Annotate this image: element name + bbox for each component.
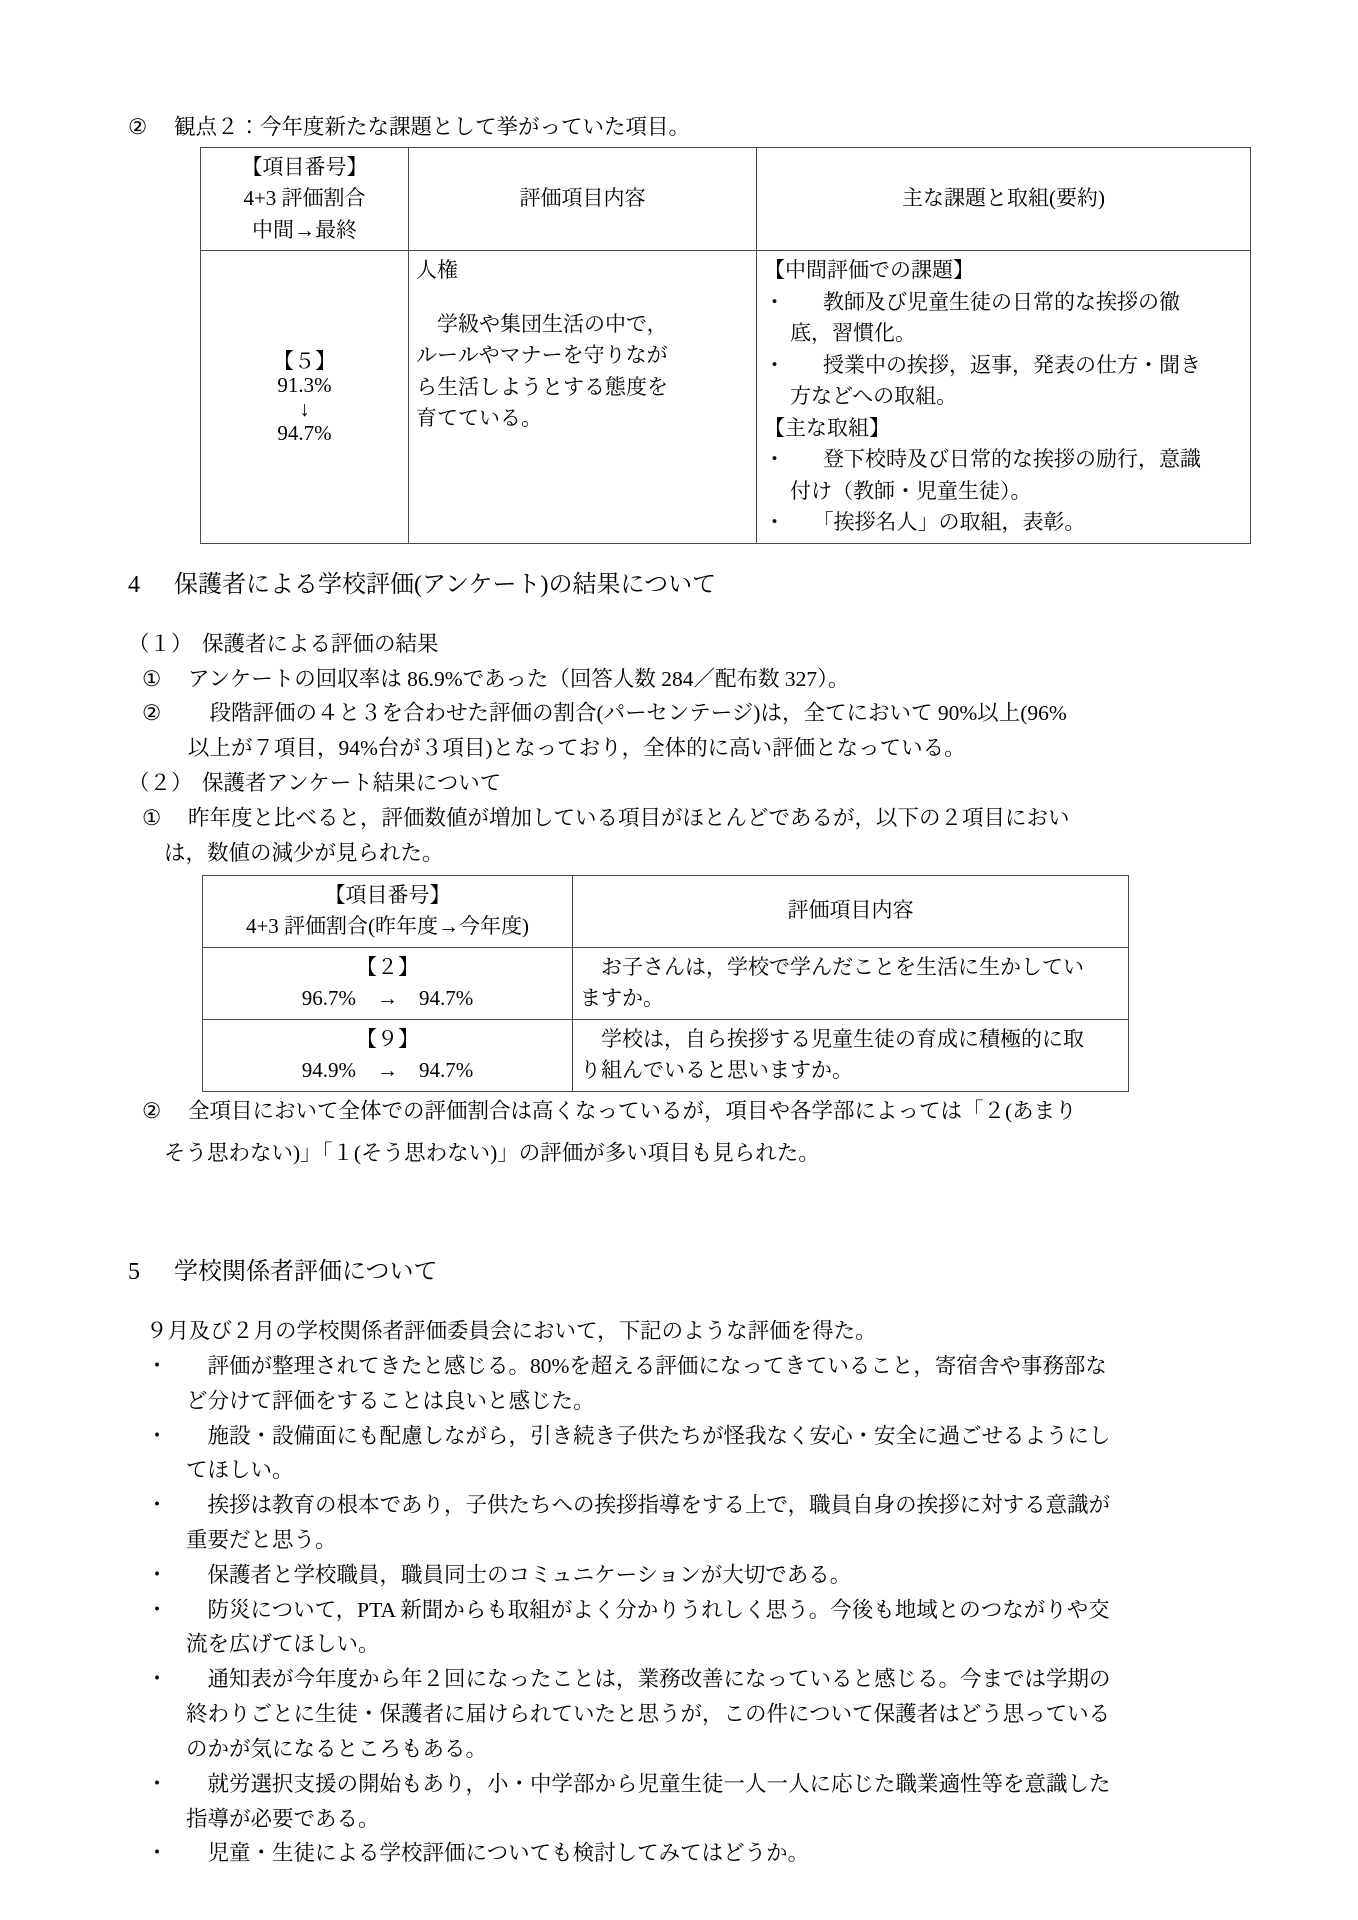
table1-header-col1-line1: 【項目番号】 xyxy=(241,154,368,179)
list-item xyxy=(128,1836,1230,1871)
table1-content-title: 人権 xyxy=(416,258,458,283)
spacer xyxy=(128,1292,1230,1314)
spacer xyxy=(128,605,1230,627)
table1-issues-heading: 【中間評価での課題】 xyxy=(764,258,974,283)
table2-content-line-0: 学校は，自ら挨拶する児童生徒の育成に積極的に取 xyxy=(580,1026,1084,1051)
table1-header-col2: 評価項目内容 xyxy=(409,147,757,251)
section-4-sub2-item-2-cont: そう思わない)」「１(そう思わない)」の評価が多い項目も見られた。 xyxy=(164,1141,820,1166)
table1-issue-0-line-1: 底，習慣化。 xyxy=(790,321,916,346)
bullet-dot-icon: ・ xyxy=(146,1562,168,1587)
table2-item-number: 【９】 xyxy=(356,1026,419,1051)
evaluation-table-1 xyxy=(200,147,1251,544)
section-4-sub1-title: 保護者による評価の結果 xyxy=(202,631,439,656)
table2-item-values: 94.9% → 94.7% xyxy=(301,1058,474,1082)
table1-item-number: 【５】 xyxy=(273,348,336,373)
list-item-cont: のかが気になるところもある。 xyxy=(186,1736,488,1761)
bullet-dot-icon: ・ xyxy=(764,447,785,472)
bullet-dot-icon: ・ xyxy=(146,1841,168,1866)
observation-marker: ② xyxy=(128,115,148,139)
table2-cell-number-1 xyxy=(203,1019,573,1091)
table1-content-line-0: 学級や集団生活の中で， xyxy=(416,311,668,336)
observation-heading xyxy=(128,110,1230,145)
table1-efforts-heading: 【主な取組】 xyxy=(764,415,890,440)
section-5-lead: ９月及び２月の学校関係者評価委員会において，下記のような評価を得た。 xyxy=(146,1319,877,1344)
item-text: 全項目において全体での評価割合は高くなっているが，項目や各学部によっては「２(あまり xyxy=(188,1098,1077,1123)
bullet-dot-icon: ・ xyxy=(146,1771,168,1796)
table-row xyxy=(201,251,1251,544)
list-item xyxy=(128,1488,1230,1523)
section-4-sub2-item-1-cont: は，数値の減少が見られた。 xyxy=(164,840,444,865)
table1-pct-before: 91.3% xyxy=(277,372,332,397)
list-item xyxy=(128,1593,1230,1628)
table1-effort-0-line-1: 付け（教師・児童生徒）。 xyxy=(790,478,1032,503)
list-item-line: 就労選択支援の開始もあり，小・中学部から児童生徒一人一人に応じた職業適性等を意識した xyxy=(186,1771,1111,1796)
table2-header-col1 xyxy=(203,875,573,947)
spacer xyxy=(128,1171,1230,1231)
table1-effort-item xyxy=(764,444,1243,476)
table-header-row xyxy=(203,875,1129,947)
table1-effort-1-line-0: 「挨拶名人」の取組，表彰。 xyxy=(802,510,1086,535)
table-row xyxy=(203,947,1129,1019)
table2-cell-number-0 xyxy=(203,947,573,1019)
table1-content-line-2: ら生活しようとする態度を xyxy=(416,374,668,399)
table1-pct-after: 94.7% xyxy=(277,421,332,446)
item-marker: ① xyxy=(142,805,162,830)
section-5-title: 学校関係者評価について xyxy=(174,1259,438,1286)
table2-content-line-0: お子さんは，学校で学んだことを生活に生かしてい xyxy=(580,954,1084,979)
table-header-row xyxy=(201,147,1251,251)
section-4-sub2-heading xyxy=(128,766,1230,801)
item-text: 段階評価の４と３を合わせた評価の割合(パーセンテージ)は，全てにおいて 90%以上(96% xyxy=(188,701,1067,726)
observation-text: 観点２：今年度新たな課題として挙がっていた項目。 xyxy=(174,115,691,139)
section-4-sub1-number: （１） xyxy=(128,631,193,656)
table-row xyxy=(203,1019,1129,1091)
table1-arrow-icon: ↓ xyxy=(299,397,310,422)
table1-issue-0-line-0: 教師及び児童生徒の日常的な挨拶の徹 xyxy=(802,289,1180,314)
list-item-line: 通知表が今年度から年２回になったことは，業務改善になっていると感じる。今までは学期の xyxy=(186,1667,1111,1692)
table2-cell-content-1 xyxy=(573,1019,1129,1091)
table1-header-col1 xyxy=(201,147,409,251)
evaluation-table-2 xyxy=(202,875,1129,1092)
table2-item-number: 【２】 xyxy=(356,954,419,979)
list-item-cont: 流を広げてほしい。 xyxy=(186,1632,380,1657)
table1-content-line-3: 育てている。 xyxy=(416,406,542,431)
spacer xyxy=(416,287,749,309)
bullet-dot-icon: ・ xyxy=(764,289,785,314)
list-item xyxy=(128,1558,1230,1593)
section-4-sub1-item-2 xyxy=(128,696,1230,731)
bullet-dot-icon: ・ xyxy=(764,510,785,535)
spacer xyxy=(128,1231,1230,1253)
section-5-number: 5 xyxy=(128,1259,140,1286)
list-item xyxy=(128,1767,1230,1802)
section-4-sub2-number: （２） xyxy=(128,771,193,796)
spacer xyxy=(128,544,1230,566)
section-4-number: 4 xyxy=(128,571,140,598)
bullet-dot-icon: ・ xyxy=(146,1667,168,1692)
list-item-line: 挨拶は教育の根本であり，子供たちへの挨拶指導をする上で，職員自身の挨拶に対する意識が xyxy=(186,1493,1111,1518)
list-item-cont: 重要だと思う。 xyxy=(186,1528,337,1552)
table1-header-col1-line2: 4+3 評価割合 xyxy=(243,186,366,211)
list-item-line: 施設・設備面にも配慮しながら，引き続き子供たちが怪我なく安心・安全に過ごせるようにし xyxy=(186,1423,1111,1448)
table1-cell-issues xyxy=(757,251,1251,544)
section-4-heading xyxy=(128,566,1230,605)
item-text: アンケートの回収率は 86.9%であった（回答人数 284／配布数 327）。 xyxy=(188,666,850,691)
section-4-sub1-heading xyxy=(128,627,1230,662)
section-4-sub2-item-2 xyxy=(128,1094,1230,1129)
list-item-cont: 終わりごとに生徒・保護者に届けられていたと思うが，この件について保護者はどう思っている xyxy=(186,1702,1111,1727)
bullet-dot-icon: ・ xyxy=(764,352,785,377)
section-4-sub2-item-1 xyxy=(128,801,1230,836)
list-item xyxy=(128,1349,1230,1384)
item-marker: ② xyxy=(142,701,162,726)
section-4-title: 保護者による学校評価(アンケート)の結果について xyxy=(174,571,717,598)
table1-header-col1-line3: 中間→最終 xyxy=(252,217,357,242)
table1-cell-number xyxy=(201,251,409,544)
list-item-line: 児童・生徒による学校評価についても検討してみてはどうか。 xyxy=(186,1841,810,1866)
table1-issue-item xyxy=(764,350,1243,382)
item-text: 昨年度と比べると，評価数値が増加している項目がほとんどであるが，以下の２項目におい xyxy=(188,805,1070,830)
table2-header-col1-line2: 4+3 評価割合(昨年度→今年度) xyxy=(245,914,530,938)
table1-issue-item xyxy=(764,287,1243,319)
bullet-dot-icon: ・ xyxy=(146,1353,168,1378)
section-5-heading xyxy=(128,1253,1230,1292)
section-4-sub1-item-2-cont: 以上が７項目，94%台が３項目)となっており，全体的に高い評価となっている。 xyxy=(188,736,966,761)
table2-item-values: 96.7% → 94.7% xyxy=(301,986,474,1010)
list-item-line: 防災について，PTA 新聞からも取組がよく分かりうれしく思う。今後も地域とのつながりや交 xyxy=(186,1597,1110,1622)
bullet-dot-icon: ・ xyxy=(146,1493,168,1518)
table1-issue-1-line-0: 授業中の挨拶，返事，発表の仕方・聞き xyxy=(802,352,1201,377)
list-item-cont: ど分けて評価をすることは良いと感じた。 xyxy=(186,1388,595,1413)
item-marker: ② xyxy=(142,1098,162,1123)
table1-content-line-1: ルールやマナーを守りなが xyxy=(416,343,668,368)
list-item xyxy=(128,1419,1230,1454)
table2-content-line-1: ますか。 xyxy=(580,986,664,1010)
list-item-cont: 指導が必要である。 xyxy=(186,1806,380,1831)
table2-cell-content-0 xyxy=(573,947,1129,1019)
list-item-cont: てほしい。 xyxy=(186,1458,294,1483)
list-item-line: 評価が整理されてきたと感じる。80%を超える評価になってきていること，寄宿舎や事務部な xyxy=(186,1353,1107,1378)
table2-content-line-1: り組んでいると思いますか。 xyxy=(580,1058,853,1082)
table2-header-col1-line1: 【項目番号】 xyxy=(324,882,451,907)
list-item-line: 保護者と学校職員，職員同士のコミュニケーションが大切である。 xyxy=(186,1562,852,1587)
section-4-sub1-item-1 xyxy=(128,662,1230,697)
table1-header-col3: 主な課題と取組(要約) xyxy=(757,147,1251,251)
bullet-dot-icon: ・ xyxy=(146,1423,168,1448)
table1-effort-item xyxy=(764,507,1243,539)
table1-issue-1-line-1: 方などへの取組。 xyxy=(790,384,958,409)
item-marker: ① xyxy=(142,666,162,691)
section-4-sub2-title: 保護者アンケート結果について xyxy=(202,771,502,796)
bullet-dot-icon: ・ xyxy=(146,1597,168,1622)
list-item xyxy=(128,1662,1230,1697)
table1-cell-content xyxy=(409,251,757,544)
table2-header-col2: 評価項目内容 xyxy=(573,875,1129,947)
table1-effort-0-line-0: 登下校時及び日常的な挨拶の励行，意識 xyxy=(802,447,1201,472)
